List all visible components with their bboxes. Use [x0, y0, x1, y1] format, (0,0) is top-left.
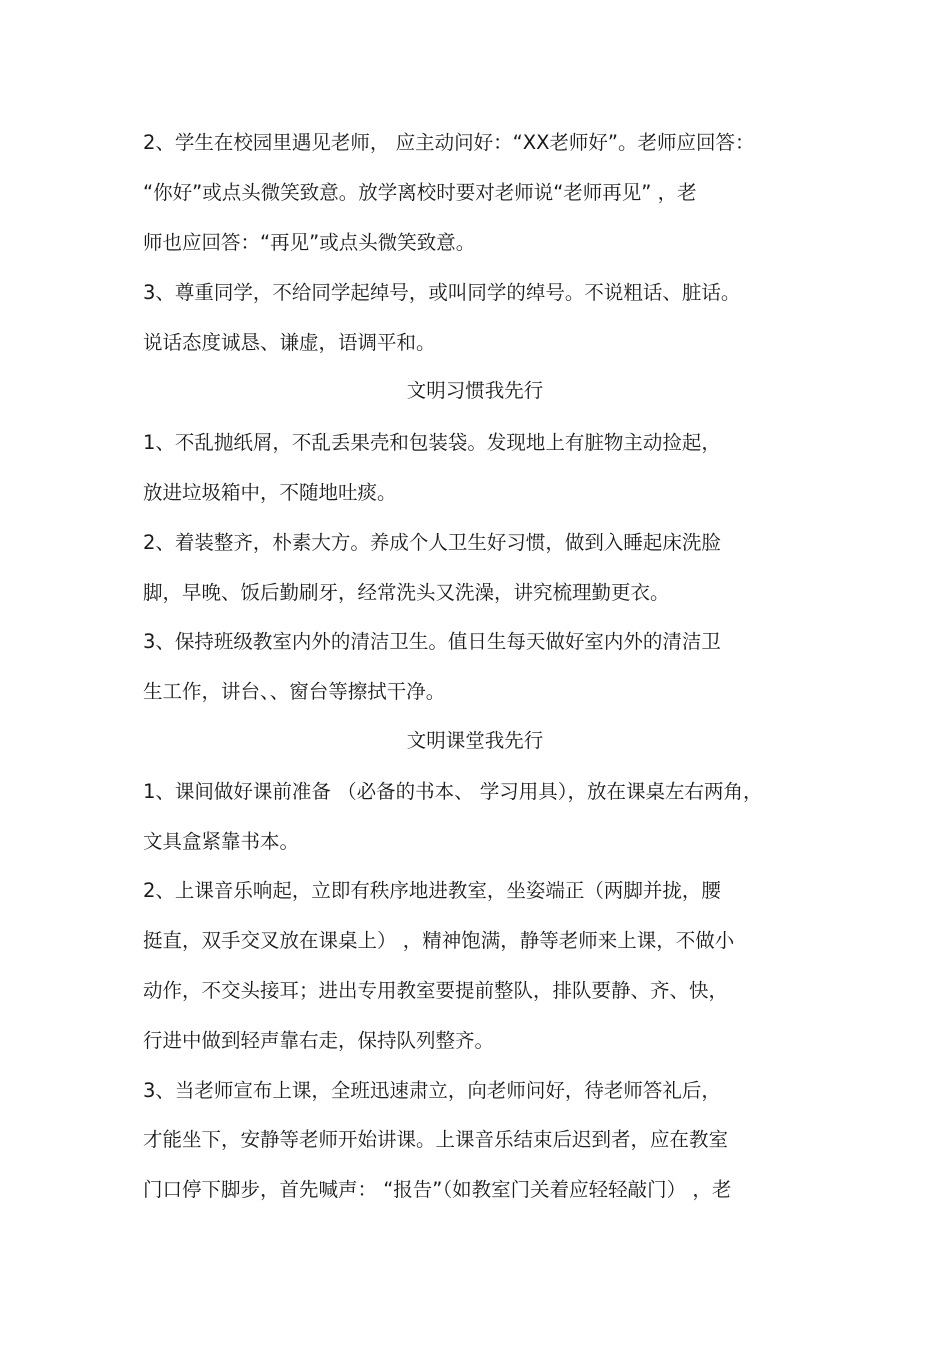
- paragraph-line: 文具盒紧靠书本。: [143, 830, 300, 853]
- paragraph-line: 动作，不交头接耳；进出专用教室要提前整队，排队要静、齐、快，: [143, 979, 729, 1002]
- paragraph-line: 行进中做到轻声靠右走，保持队列整齐。: [143, 1029, 495, 1052]
- paragraph-line: 1、课间做好课前准备 （必备的书本、 学习用具），放在课桌左右两角，: [143, 780, 763, 803]
- paragraph-line: 生工作，讲台、、窗台等擦拭干净。: [143, 680, 446, 703]
- paragraph-line: 2、学生在校园里遇见老师， 应主动问好：“XX老师好”。老师应回答：: [143, 131, 755, 154]
- paragraph-line: 1、不乱抛纸屑，不乱丢果壳和包装袋。发现地上有脏物主动捡起，: [143, 431, 721, 454]
- section-heading: 文明课堂我先行: [406, 729, 544, 752]
- paragraph-line: 3、当老师宣布上课，全班迅速肃立，向老师问好，待老师答礼后，: [143, 1079, 721, 1102]
- paragraph-line: “你好”或点头微笑致意。放学离校时要对老师说“老师再见” ，老: [143, 181, 697, 204]
- paragraph-line: 放进垃圾箱中，不随地吐痰。: [143, 481, 397, 504]
- paragraph-line: 3、保持班级教室内外的清洁卫生。值日生每天做好室内外的清洁卫: [143, 630, 721, 653]
- paragraph-line: 2、着装整齐，朴素大方。养成个人卫生好习惯，做到入睡起床洗脸: [143, 531, 721, 554]
- paragraph-line: 说话态度诚恳、谦虚，语调平和。: [143, 331, 436, 354]
- paragraph-line: 2、上课音乐响起，立即有秩序地进教室，坐姿端正（两脚并拢，腰: [143, 879, 721, 902]
- section-heading: 文明习惯我先行: [406, 379, 544, 402]
- paragraph-line: 师也应回答：“再见”或点头微笑致意。: [143, 231, 476, 254]
- paragraph-line: 脚，早晚、饭后勤刷牙，经常洗头又洗澡，讲究梳理勤更衣。: [143, 581, 670, 604]
- paragraph-line: 门口停下脚步，首先喊声： “报告”（如教室门关着应轻轻敲门） ，老: [143, 1178, 732, 1201]
- paragraph-line: 3、尊重同学，不给同学起绰号，或叫同学的绰号。不说粗话、脏话。: [143, 281, 741, 304]
- paragraph-line: 挺直，双手交叉放在课桌上） ，精神饱满，静等老师来上课，不做小: [143, 929, 735, 952]
- paragraph-line: 才能坐下，安静等老师开始讲课。上课音乐结束后迟到者，应在教室: [143, 1128, 729, 1151]
